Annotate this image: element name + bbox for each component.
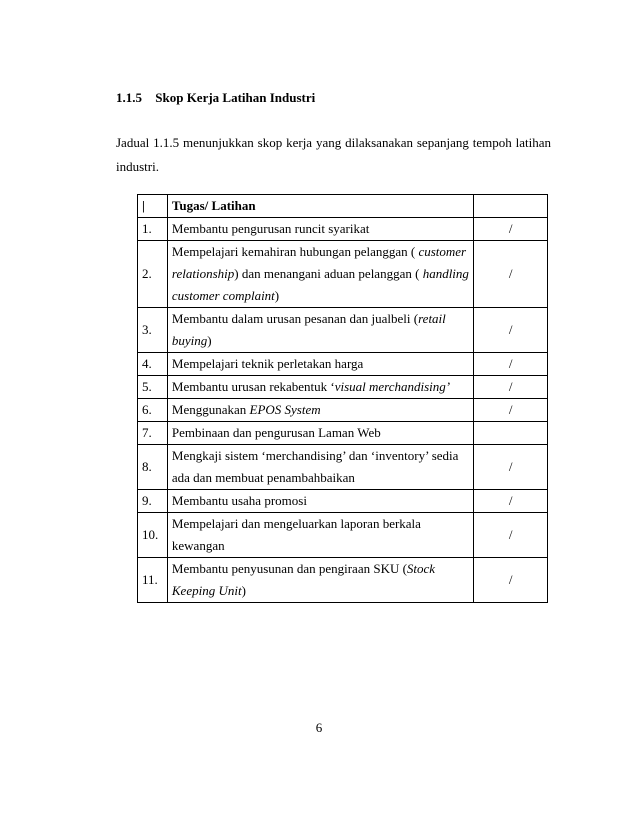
row-number: 10. <box>138 513 168 558</box>
row-task <box>167 376 473 399</box>
row-number: 3. <box>138 308 168 353</box>
task-text-italic: customer relationship <box>171 244 467 281</box>
row-task <box>167 445 473 490</box>
task-text: Membantu dalam urusan pesanan dan jualbeli ( <box>171 311 419 326</box>
row-task <box>167 308 473 353</box>
row-mark: / <box>474 241 548 308</box>
row-number: 5. <box>138 376 168 399</box>
task-text-italic: EPOS System <box>249 402 321 417</box>
task-text-italic: retail buying <box>171 311 446 348</box>
row-task <box>167 422 473 445</box>
task-text: Membantu pengurusan runcit syarikat <box>171 221 370 236</box>
table-row <box>138 376 548 399</box>
row-task <box>167 513 473 558</box>
row-number: 11. <box>138 558 168 603</box>
task-text: Mempelajari dan mengeluarkan laporan berkala kewangan <box>171 516 421 553</box>
row-mark: / <box>474 558 548 603</box>
table-row <box>138 353 548 376</box>
row-mark: / <box>474 445 548 490</box>
row-number: 1. <box>138 218 168 241</box>
task-text: ) <box>274 288 280 303</box>
row-mark <box>474 422 548 445</box>
task-text: Mempelajari teknik perletakan harga <box>171 356 364 371</box>
task-text: Pembinaan dan pengurusan Laman Web <box>171 425 381 440</box>
table-row <box>138 422 548 445</box>
row-mark: / <box>474 399 548 422</box>
row-number: 7. <box>138 422 168 445</box>
task-text: ) <box>207 333 212 348</box>
task-text-italic: visual merchandising’ <box>334 379 451 394</box>
table-row <box>138 490 548 513</box>
table-row <box>138 445 548 490</box>
task-text-italic: Stock Keeping Unit <box>171 561 436 598</box>
task-text: Menggunakan <box>171 402 250 417</box>
row-number: 4. <box>138 353 168 376</box>
task-text: Membantu urusan rekabentuk ‘ <box>171 379 335 394</box>
row-number: 2. <box>138 241 168 308</box>
section-heading <box>116 90 315 106</box>
row-task <box>167 399 473 422</box>
row-task <box>167 490 473 513</box>
row-mark: / <box>474 218 548 241</box>
task-text: Mempelajari kemahiran hubungan pelanggan ( <box>171 244 419 259</box>
row-mark: / <box>474 376 548 399</box>
table-row <box>138 241 548 308</box>
row-mark: / <box>474 513 548 558</box>
row-number: 6. <box>138 399 168 422</box>
task-text: Mengkaji sistem ‘merchandising’ dan ‘inventory’ sedia ada dan membuat penambahbaikan <box>171 448 459 485</box>
intro-paragraph: Jadual 1.1.5 menunjukkan skop kerja yang dilaksanakan sepanjang tempoh latihan industri. <box>116 135 551 174</box>
task-text: ) dan menangani aduan pelanggan ( <box>234 266 423 281</box>
table-header-row <box>138 195 548 218</box>
page-number: 6 <box>315 720 323 735</box>
section-title: Skop Kerja Latihan Industri <box>155 90 316 105</box>
table-row <box>138 513 548 558</box>
task-text-italic: handling customer complaint <box>171 266 469 303</box>
row-task <box>167 218 473 241</box>
task-text: Membantu penyusunan dan pengiraan SKU ( <box>171 561 407 576</box>
table-row <box>138 218 548 241</box>
table-row <box>138 308 548 353</box>
task-text: Membantu usaha promosi <box>171 493 307 508</box>
row-number: 8. <box>138 445 168 490</box>
row-mark: / <box>474 308 548 353</box>
row-mark: / <box>474 490 548 513</box>
row-task <box>167 353 473 376</box>
table-row <box>138 558 548 603</box>
row-number: 9. <box>138 490 168 513</box>
header-number-col: | <box>138 195 168 218</box>
row-task <box>167 241 473 308</box>
header-task-col: Tugas/ Latihan <box>167 195 473 218</box>
task-text: ) <box>241 583 246 598</box>
row-mark: / <box>474 353 548 376</box>
header-mark-col <box>474 195 548 218</box>
section-number: 1.1.5 <box>116 90 142 105</box>
tasks-table <box>137 194 548 603</box>
table-row <box>138 399 548 422</box>
row-task <box>167 558 473 603</box>
